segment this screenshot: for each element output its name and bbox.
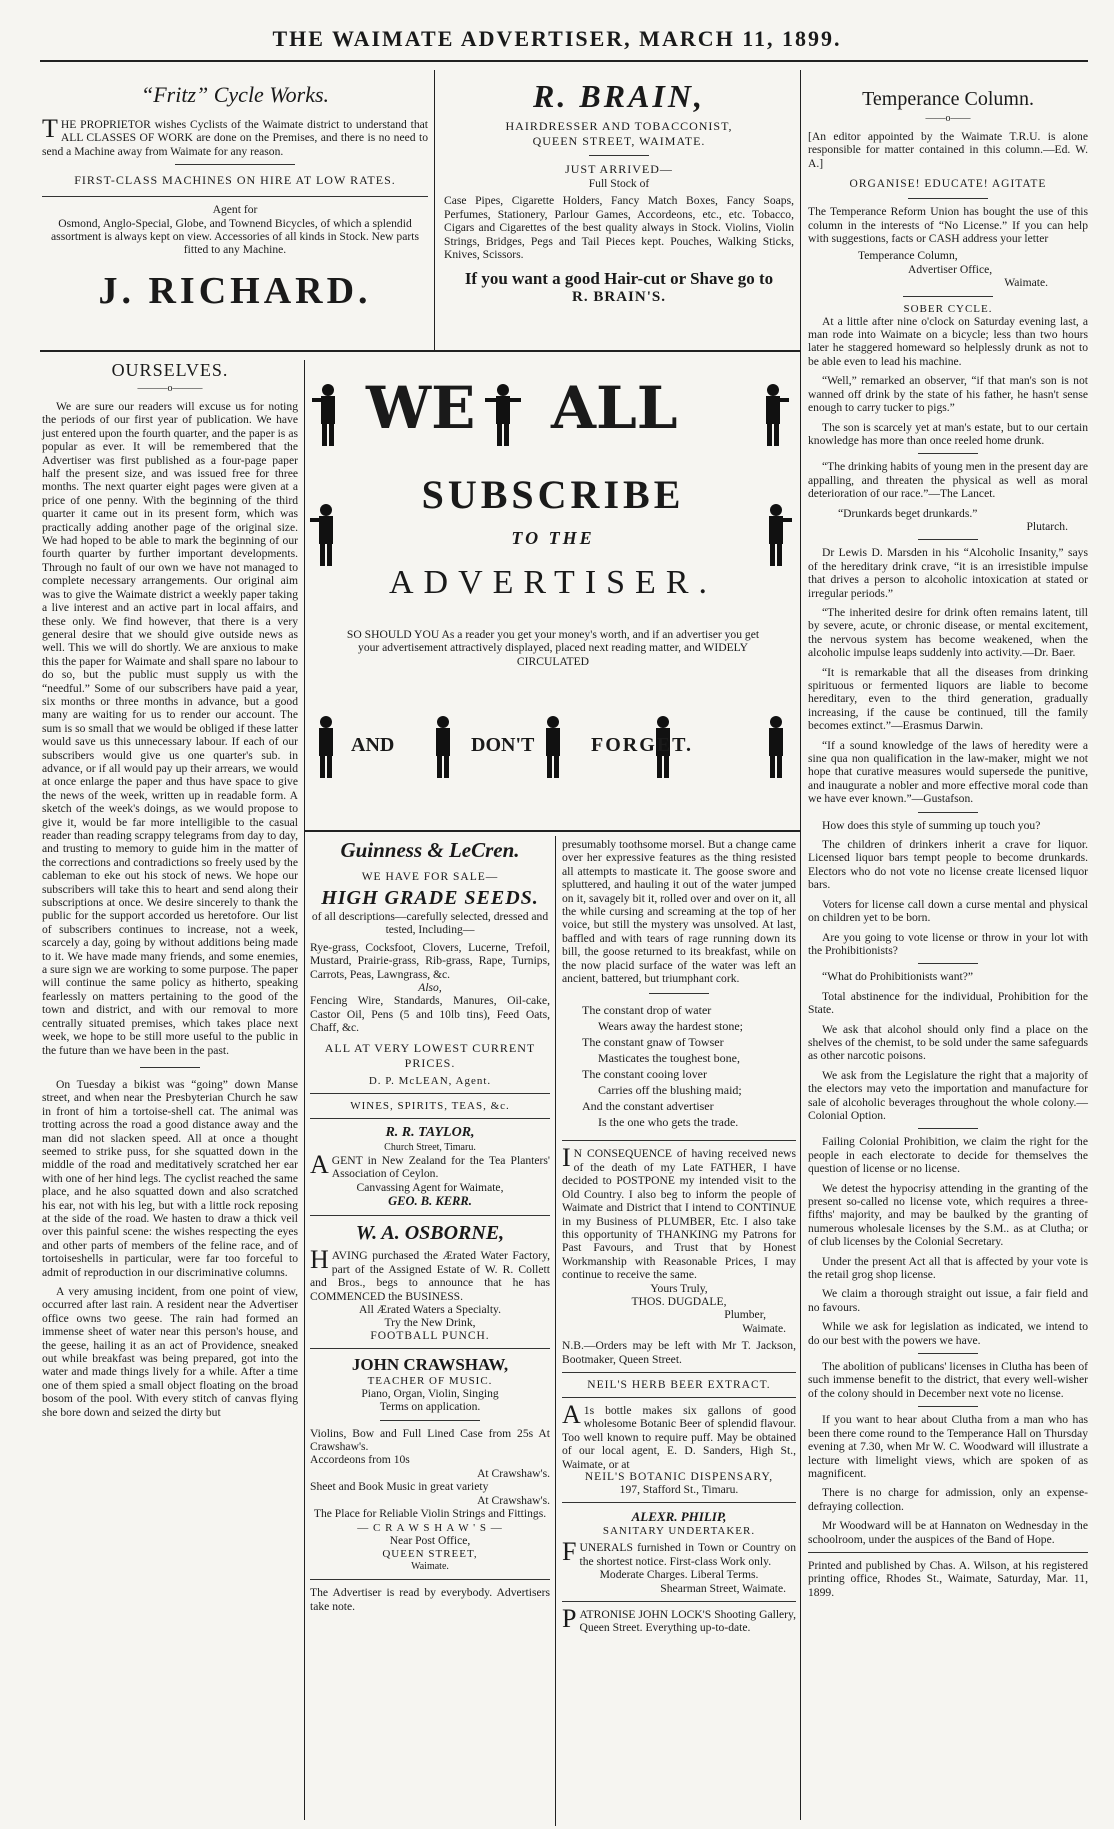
crawshaw-l6: At Crawshaw's. bbox=[477, 1466, 550, 1480]
sober-p1: At a little after nine o'clock on Saturday evening last, a man rode into Waimate on a bicycle; less than two hours later he staggered homeward so helplessly drunk as not to be able even to lead his machine. bbox=[808, 314, 1088, 368]
brain-line1: HAIRDRESSER AND TOBACCONIST, bbox=[505, 119, 733, 133]
divider bbox=[310, 1093, 550, 1094]
philip-trade: SANITARY UNDERTAKER. bbox=[602, 1525, 756, 1538]
para: The abolition of publicans' licenses in Clutha has been of such immense benefit to the district, that every well-wisher of the colony should in December next vote no license. bbox=[808, 1360, 1088, 1400]
guinness-sale: WE HAVE FOR SALE— bbox=[361, 871, 499, 883]
crawshaw-l5: Accordeons from 10s bbox=[310, 1453, 410, 1467]
temperance-motto: ORGANISE! EDUCATE! AGITATE bbox=[849, 178, 1047, 191]
taylor-kerr: GEO. B. KERR. bbox=[388, 1194, 472, 1209]
figure-icon bbox=[485, 384, 521, 446]
col-rule bbox=[434, 70, 435, 350]
divider bbox=[562, 1397, 796, 1398]
para: “What do Prohibitionists want?” bbox=[822, 970, 974, 984]
crawshaw-l10: — C R A W S H A W ' S — bbox=[357, 1522, 503, 1535]
para: Under the present Act all that is affected by your vote is the retail grog shop license. bbox=[808, 1254, 1088, 1282]
col-rule bbox=[555, 836, 556, 1826]
temperance-column bbox=[808, 88, 1088, 1599]
banner-and: AND bbox=[351, 734, 395, 756]
taylor-name: R. R. TAYLOR, bbox=[385, 1124, 475, 1140]
banner-all: ALL bbox=[551, 374, 678, 442]
brain-slogan: If you want a good Hair-cut or Shave go to bbox=[464, 269, 774, 289]
poem-line: The constant gnaw of Towser bbox=[582, 1035, 724, 1050]
section-rule bbox=[304, 830, 800, 832]
ourselves-p3: A very amusing incident, from one point of view, occurred after last rain. A resident near the Advertiser office owns two geese. The rain had formed an immense sheet of water near this person's house, and the geese, hailing it as an act of Providence, sneaked out while breakfast was being prepared, got into the water and made things lively for a while. After a time one of them spied a small object floating on the broad bosom of the pool. With every stitch of canvas flying she bore down and seized the dirty but bbox=[42, 1285, 298, 1419]
divider bbox=[562, 1601, 796, 1602]
para: Mr Woodward will be at Hannaton on Wednesday in the schoolroom, under the auspices of the Band of Hope. bbox=[808, 1519, 1088, 1546]
divider bbox=[380, 1420, 480, 1421]
section-rule bbox=[40, 350, 800, 352]
guinness-seeds: HIGH GRADE SEEDS. bbox=[321, 887, 539, 909]
brain-line3: JUST ARRIVED— bbox=[565, 162, 673, 176]
figure-icon bbox=[436, 716, 450, 778]
ourselves-p2: On Tuesday a bikist was “going” down Manse street, and when near the Presbyterian Church he saw in front of him a tortoise-shell cat. The animal was trotting across the road a good distance away and the man did not slacken speed. All at once a thought seemed to strike puss, for she squatted down in the middle of the road and meditatively scratched her ear with one of her hind legs. The cyclist reached the same place, and he also squatted down and also scratched his ear, not with his leg, but with a little rock reposing at the side of the road. We hasten to draw a thick veil over this painful scene: the wishes respecting the eyes and other parts of members of the feline race, and of tortoiseshells in particular, were far too forceful to admit of reproduction in our discriminative columns. bbox=[42, 1077, 298, 1279]
taylor-addr: Church Street, Timaru. bbox=[384, 1141, 476, 1153]
divider bbox=[918, 539, 978, 540]
separator: ——o—— bbox=[925, 113, 971, 124]
para: Voters for license call down a curse mental and physical on children yet to be born. bbox=[808, 897, 1088, 925]
banner-text: SO SHOULD YOU As a reader you get your money's worth, and if an advertiser you get your advertisement attractively displayed, placed next reading matter, and WIDELY CIRCULATED bbox=[346, 628, 760, 668]
para: The children of drinkers inherit a crave for liquor. Licensed liquor bars tempt people to become drunkards. Electors who do not vote no license create licensed liquor bars. bbox=[808, 838, 1088, 892]
crawshaw-l3: Terms on application. bbox=[379, 1400, 481, 1414]
temperance-title: Temperance Column. bbox=[862, 88, 1034, 110]
divider bbox=[562, 1502, 796, 1503]
fritz-name: J. RICHARD. bbox=[98, 269, 372, 312]
fritz-text: THE PROPRIETOR wishes Cyclists of the Waimate district to understand that ALL CLASSES OF WORK are done on the Premises, and there is no need to send a Machine away from Waimate for any reason. bbox=[42, 114, 428, 158]
guinness-title: Guinness & LeCren. bbox=[340, 838, 520, 862]
masthead: THE WAIMATE ADVERTISER, MARCH 11, 1899. bbox=[272, 26, 842, 51]
divider bbox=[310, 1348, 550, 1349]
col-rule bbox=[800, 350, 801, 1820]
temperance-p1: The Temperance Reform Union has bought the use of this column in the interests of “No License.” If you can help with suggestions, facts or CASH address your letter bbox=[808, 205, 1088, 246]
taylor-head: WINES, SPIRITS, TEAS, &c. bbox=[350, 1099, 510, 1112]
crawshaw-l8: At Crawshaw's. bbox=[477, 1493, 550, 1507]
temperance-addr3: Waimate. bbox=[1004, 276, 1048, 290]
quote: “The drinking habits of young men in the present day are appalling, and threaten the physical as well as moral deterioration of our race.”—The Lancet. bbox=[808, 460, 1088, 501]
crawshaw-l4: Violins, Bow and Full Lined Case from 25s At Crawshaw's. bbox=[310, 1426, 550, 1453]
figure-icon bbox=[546, 716, 560, 778]
ourselves-title: OURSELVES. bbox=[111, 360, 229, 380]
separator: ———o——— bbox=[137, 383, 203, 394]
para: While we ask for legislation as indicated, we intend to do our best with the powers we have. bbox=[808, 1320, 1088, 1347]
taylor-canv: Canvassing Agent for Waimate, bbox=[356, 1180, 504, 1194]
divider bbox=[310, 1118, 550, 1119]
divider bbox=[918, 1406, 978, 1407]
lock-body: PATRONISE JOHN LOCK'S Shooting Gallery, Queen Street. Everything up-to-date. bbox=[562, 1604, 796, 1635]
middle-column bbox=[310, 838, 550, 1613]
osborne-l1: All Ærated Waters a Specialty. bbox=[358, 1302, 501, 1316]
poem-line: Carries off the blushing maid; bbox=[598, 1083, 742, 1098]
crawshaw-l12: QUEEN STREET, bbox=[382, 1547, 478, 1560]
osborne-l2: Try the New Drink, bbox=[384, 1316, 476, 1330]
divider bbox=[918, 1353, 978, 1354]
fritz-ad bbox=[42, 82, 428, 313]
brain-slogan2: R. BRAIN'S. bbox=[572, 289, 666, 306]
figure-icon bbox=[319, 716, 333, 778]
guinness-desc: of all descriptions—carefully selected, dressed and tested, Including— bbox=[311, 910, 549, 937]
dugdale-name: THOS. DUGDALE, bbox=[631, 1294, 727, 1308]
divider bbox=[908, 198, 988, 199]
banner-dont: DON'T bbox=[471, 734, 535, 756]
quote: “It is remarkable that all the diseases from drinking spirituous or fermented liquors are liable to become hereditary, even to the third generation, gradually increasing, if the cause be continued, till the family becomes extinct.”—Erasmus Darwin. bbox=[808, 665, 1088, 733]
divider bbox=[918, 963, 978, 964]
divider bbox=[903, 296, 993, 297]
crawshaw-l9: The Place for Reliable Violin Strings and Fittings. bbox=[313, 1506, 547, 1520]
para: We claim a thorough straight out issue, a fair field and no favours. bbox=[808, 1287, 1088, 1314]
poem-line: And the constant advertiser bbox=[582, 1099, 714, 1114]
temperance-note: [An editor appointed by the Waimate T.R.U. is alone responsible for matter contained in this column.—Ed. W. A.] bbox=[808, 130, 1088, 170]
temperance-addr2: Advertiser Office, bbox=[908, 262, 993, 276]
figure-icon bbox=[766, 384, 789, 446]
osborne-body: HAVING purchased the Ærated Water Factory, part of the Assigned Estate of W. R. Collett and Bros., begs to announce that he has COMMENCED the BUSINESS. bbox=[310, 1245, 550, 1303]
masthead-rule bbox=[40, 60, 1088, 62]
quote: “The inherited desire for drink often remains latent, till by severe, acute, or chronic disease, or mental excitement, the nervous system has become weakened, when the alcoholic impulse leaps suddenly into activity.—Dr. Baer. bbox=[808, 605, 1088, 660]
banner-to-the: TO THE bbox=[511, 528, 595, 548]
para: Total abstinence for the individual, Prohibition for the State. bbox=[808, 989, 1088, 1017]
sober-p2: “Well,” remarked an observer, “if that man's son is not wanned off drink by the state of his father, he hasn't sense enough to carry tucker to pigs.” bbox=[808, 374, 1088, 415]
neil-addr: 197, Stafford St., Timaru. bbox=[619, 1483, 739, 1496]
poem-line: Is the one who gets the trade. bbox=[598, 1115, 739, 1130]
quote-author: Plutarch. bbox=[1026, 519, 1068, 533]
para: How does this style of summing up touch you? bbox=[822, 818, 1041, 832]
divider bbox=[310, 1215, 550, 1216]
brain-body: Case Pipes, Cigarette Holders, Fancy Match Boxes, Fancy Soaps, Perfumes, Stationery, Parlour Games, Accordeons, etc., etc. Tobacco, Cigars and Cigarettes of the best quality always in Stock. Violins, Violin Strings, Bridges, Pegs and Tail Pieces kept. Pouches, Walking Sticks, Knives, Scissors. bbox=[444, 194, 794, 262]
brain-ad bbox=[444, 78, 794, 306]
philip-name: ALEXR. PHILIP, bbox=[631, 1509, 727, 1525]
divider bbox=[175, 164, 295, 165]
fritz-title: “Fritz” Cycle Works. bbox=[140, 82, 330, 107]
brain-title: R. BRAIN, bbox=[533, 78, 705, 114]
divider bbox=[808, 1552, 1088, 1553]
divider bbox=[310, 1579, 550, 1580]
poem bbox=[562, 1002, 796, 1130]
para: If you want to hear about Clutha from a man who has been there come round to the Temperance Hall on Thursday evening at 7.30, when Mr W. C. Woodward will illustrate a lecture with limelight views, which are spoken of as magnificent. bbox=[808, 1413, 1088, 1480]
guinness-agent: D. P. McLEAN, Agent. bbox=[368, 1074, 492, 1087]
brain-line2: QUEEN STREET, WAIMATE. bbox=[532, 134, 706, 148]
advertiser-note: The Advertiser is read by everybody. Advertisers take note. bbox=[310, 1586, 550, 1613]
neil-title: NEIL'S HERB BEER EXTRACT. bbox=[587, 1378, 771, 1391]
sober-p3: The son is scarcely yet at man's estate, but to our certain knowledge has more than once reeled home drunk. bbox=[808, 420, 1088, 447]
fritz-agent: Agent for bbox=[212, 203, 258, 217]
sober-title: SOBER CYCLE. bbox=[903, 302, 993, 315]
divider bbox=[918, 1128, 978, 1129]
guinness-list2: Fencing Wire, Standards, Manures, Oil-cake, Castor Oil, Pens (5 and 10lb tins), Feed Oats, Chaff, &c. bbox=[310, 994, 550, 1035]
guinness-list: Rye-grass, Cocksfoot, Clovers, Lucerne, Trefoil, Mustard, Prairie-grass, Rib-grass, Rape, Turnips, Carrots, Peas, Lawngrass, &c. bbox=[310, 940, 550, 981]
para: We ask from the Legislature the right that a majority of the electors may veto the importation and manufacture for sale of alcoholic beverages throughout the whole colony.—Colonial Option. bbox=[808, 1068, 1088, 1122]
divider bbox=[918, 812, 978, 813]
divider bbox=[649, 993, 709, 994]
fritz-hire: FIRST-CLASS MACHINES ON HIRE AT LOW RATES. bbox=[74, 173, 396, 188]
poem-line: The constant drop of water bbox=[582, 1003, 712, 1018]
divider bbox=[589, 155, 649, 156]
quote: “If a sound knowledge of the laws of heredity were a sine qua non qualification in the law-maker, might we not hope that curative measures would supersede the punitive, and inaugurate a nobler and more effective moral code than we have ever known.”—Gustafson. bbox=[808, 738, 1088, 806]
brain-line4: Full Stock of bbox=[588, 177, 650, 190]
banner-advertiser: ADVERTISER. bbox=[388, 564, 717, 601]
goose-p1: presumably toothsome morsel. But a change came over her expressive features as the thing resisted all attempts to masticate it. The goose swore and spluttered, and hauling it out of the water jumped on it, savagely bit it, rolled over and over on it, all the while cursing and screaming at the top of her voice, but still the mystery was unsolved. At last, baffled and with tears of rage running down its bill, the goose returned to its breakfast, while on the now placid surface of the water was left an ancient, battered, but triumphant cork. bbox=[562, 838, 796, 986]
poem-line: The constant cooing lover bbox=[582, 1067, 707, 1082]
crawshaw-l7: Sheet and Book Music in great variety bbox=[310, 1480, 489, 1494]
crawshaw-l11: Near Post Office, bbox=[389, 1534, 471, 1548]
guinness-prices: ALL AT VERY LOWEST CURRENT PRICES. bbox=[324, 1040, 536, 1070]
divider bbox=[562, 1372, 796, 1373]
subscribe-banner bbox=[306, 356, 800, 826]
neil-disp: NEIL'S BOTANIC DISPENSARY, bbox=[584, 1471, 774, 1483]
banner-forget: FORGET. bbox=[591, 734, 693, 756]
temperance-addr1: Temperance Column, bbox=[858, 249, 958, 263]
philip-l2: Shearman Street, Waimate. bbox=[660, 1581, 786, 1595]
col-rule bbox=[304, 360, 305, 1820]
para: We ask that alcohol should only find a place on the shelves of the chemist, to be sold under the same safeguards as other narcotic poisons. bbox=[808, 1022, 1088, 1063]
para: Failing Colonial Prohibition, we claim the right for the people in each electorate to decide for themselves the question of license or no license. bbox=[808, 1135, 1088, 1176]
banner-we: WE bbox=[366, 374, 476, 442]
philip-l1: Moderate Charges. Liberal Terms. bbox=[599, 1568, 759, 1582]
guinness-also: Also, bbox=[418, 981, 442, 995]
imprint: Printed and published by Chas. A. Wilson, at his registered printing office, Rhodes St., Waimate, Saturday, Mar. 11, 1899. bbox=[808, 1558, 1088, 1599]
taylor-body: AGENT in New Zealand for the Tea Planters' Association of Ceylon. bbox=[310, 1150, 550, 1181]
divider bbox=[562, 1140, 796, 1141]
figure-icon bbox=[312, 384, 335, 446]
divider bbox=[918, 453, 978, 454]
para: Are you going to vote license or throw in your lot with the Prohibitionists? bbox=[808, 930, 1088, 957]
poem-line: Masticates the toughest bone, bbox=[598, 1051, 740, 1066]
dugdale-yours: Yours Truly, bbox=[650, 1281, 708, 1295]
quote: “Drunkards beget drunkards.” bbox=[838, 506, 978, 520]
ourselves-p1: We are sure our readers will excuse us for noting the periods of our first year of publication. We have just entered upon the fourth quarter, and the paper is as popular as ever. It will be remembered that the Advertiser was first published as a four-page paper half the present size, and was issued free for three months. The next quarter eight pages were given at a price of one penny. With the beginning of the third quarter it came out in its present form, which was practically adding another page of the original size. We had hoped to be able to mark the beginning of our fourth quarter by further important developments. Through no fault of our own we have not managed to complete necessary arrangements. Our original aim was to give the Waimate district a weekly paper taking a live interest and an active part in local affairs, and these only. We find however, that there is a very general desire that we should give outside news as well. This we will do shortly. We are anxious to make this the paper for Waimate and shall spare no labour to do so, but the public must supply us with the “needful.” Some of our subscribers have paid a year, six months or three months in advance, but a good many are waiting for us to render our account. The sum is so small that we would be obliged if these latter would save us this unnecessary labour. If each of our subscribers would give us one quarter's sub. in advance, or if all would pay up their arrears, we would at once enlarge the paper and thus have space to give the news of the week, written up in readable form. A sketch of the week's doings, as we would propose to give it, would be far more intelligible to the casual reader than reading scrappy telegrams from day to day, and trusting to memory to guide him in the matter of the corrections and contradictions so freely used by the cableman to eke out his stock of news. We hope our subscribers will take this to heart and send along their subscriptions at once. We desire sincerely to thank the public for the support accorded us heretofore. Our list of subscribers continues to increase, not a week, scarcely a day, going by without additions being made to it. We have made many friends, and some enemies, a sure sign we are working to some purpose. The paper will continue the same policy as hitherto, speaking fearlessly on matters pertaining to the good of the town and district, and with our removal to more centrally situated premises, which takes place next week, we hope to be still more useful to the public in the future than we have been in the past. bbox=[42, 400, 298, 1057]
neil-body: A1s bottle makes six gallons of good wholesome Botanic Beer of splendid flavour. Too well known to require puff. May be obtained of our local agent, E. D. Sanders, High St., Waimate, or at bbox=[562, 1399, 796, 1471]
divider bbox=[140, 1067, 200, 1068]
dugdale-nb: N.B.—Orders may be left with Mr T. Jackson, Bootmaker, Queen Street. bbox=[562, 1339, 796, 1366]
dugdale-town: Waimate. bbox=[742, 1321, 786, 1335]
osborne-l3: FOOTBALL PUNCH. bbox=[370, 1329, 490, 1342]
crawshaw-l13: Waimate. bbox=[411, 1560, 449, 1572]
divider bbox=[42, 196, 428, 197]
osborne-name: W. A. OSBORNE, bbox=[355, 1222, 505, 1245]
crawshaw-l2: Piano, Organ, Violin, Singing bbox=[361, 1386, 499, 1400]
ourselves-column bbox=[42, 360, 298, 1425]
crawshaw-name: JOHN CRAWSHAW, bbox=[351, 1354, 509, 1374]
dugdale-trade: Plumber, bbox=[724, 1308, 766, 1322]
quote: Dr Lewis D. Marsden in his “Alcoholic Insanity,” says of the hereditary drink crave, “it is an irresistible impulse that drives a person to alcoholic intoxication at stated or irregular periods.” bbox=[808, 546, 1088, 600]
crawshaw-l1: TEACHER OF MUSIC. bbox=[367, 1374, 493, 1387]
para: There is no charge for admission, only an expense-defraying collection. bbox=[808, 1486, 1088, 1513]
col-rule bbox=[800, 70, 801, 350]
para: We detest the hypocrisy attending in the granting of the present so-called no license vote, which requires a three-fifths' majority, and may be baulked by the granting of numerous wholesale licenses by the S.M.. as at Clutha; or of club licenses by the Colonial Secretary. bbox=[808, 1181, 1088, 1249]
figure-icon bbox=[769, 716, 783, 778]
dugdale-body: IN CONSEQUENCE of having received news of the death of my Late FATHER, I have decided to POSTPONE my intended visit to the Old Country. I also beg to inform the people of Waimate and District that I intend to CONTINUE in my Business of PLUMBER, Etc. I also take this opportunity of THANKING my Patrons for Past Favours, and Trust that by Honest Workmanship with Reasonable Prices, I may continue to receive the same. bbox=[562, 1143, 796, 1282]
right-mid-column bbox=[562, 838, 796, 1635]
banner-subscribe: SUBSCRIBE bbox=[421, 472, 685, 517]
poem-line: Wears away the hardest stone; bbox=[598, 1019, 743, 1034]
philip-body: FUNERALS furnished in Town or Country on the shortest notice. First-class Work only. bbox=[562, 1537, 796, 1568]
fritz-agencies: Osmond, Anglo-Special, Globe, and Townend Bicycles, of which a splendid assortment is always kept on view. Accessories of all kinds in Stock. New parts fitted to any Machine. bbox=[51, 216, 419, 257]
